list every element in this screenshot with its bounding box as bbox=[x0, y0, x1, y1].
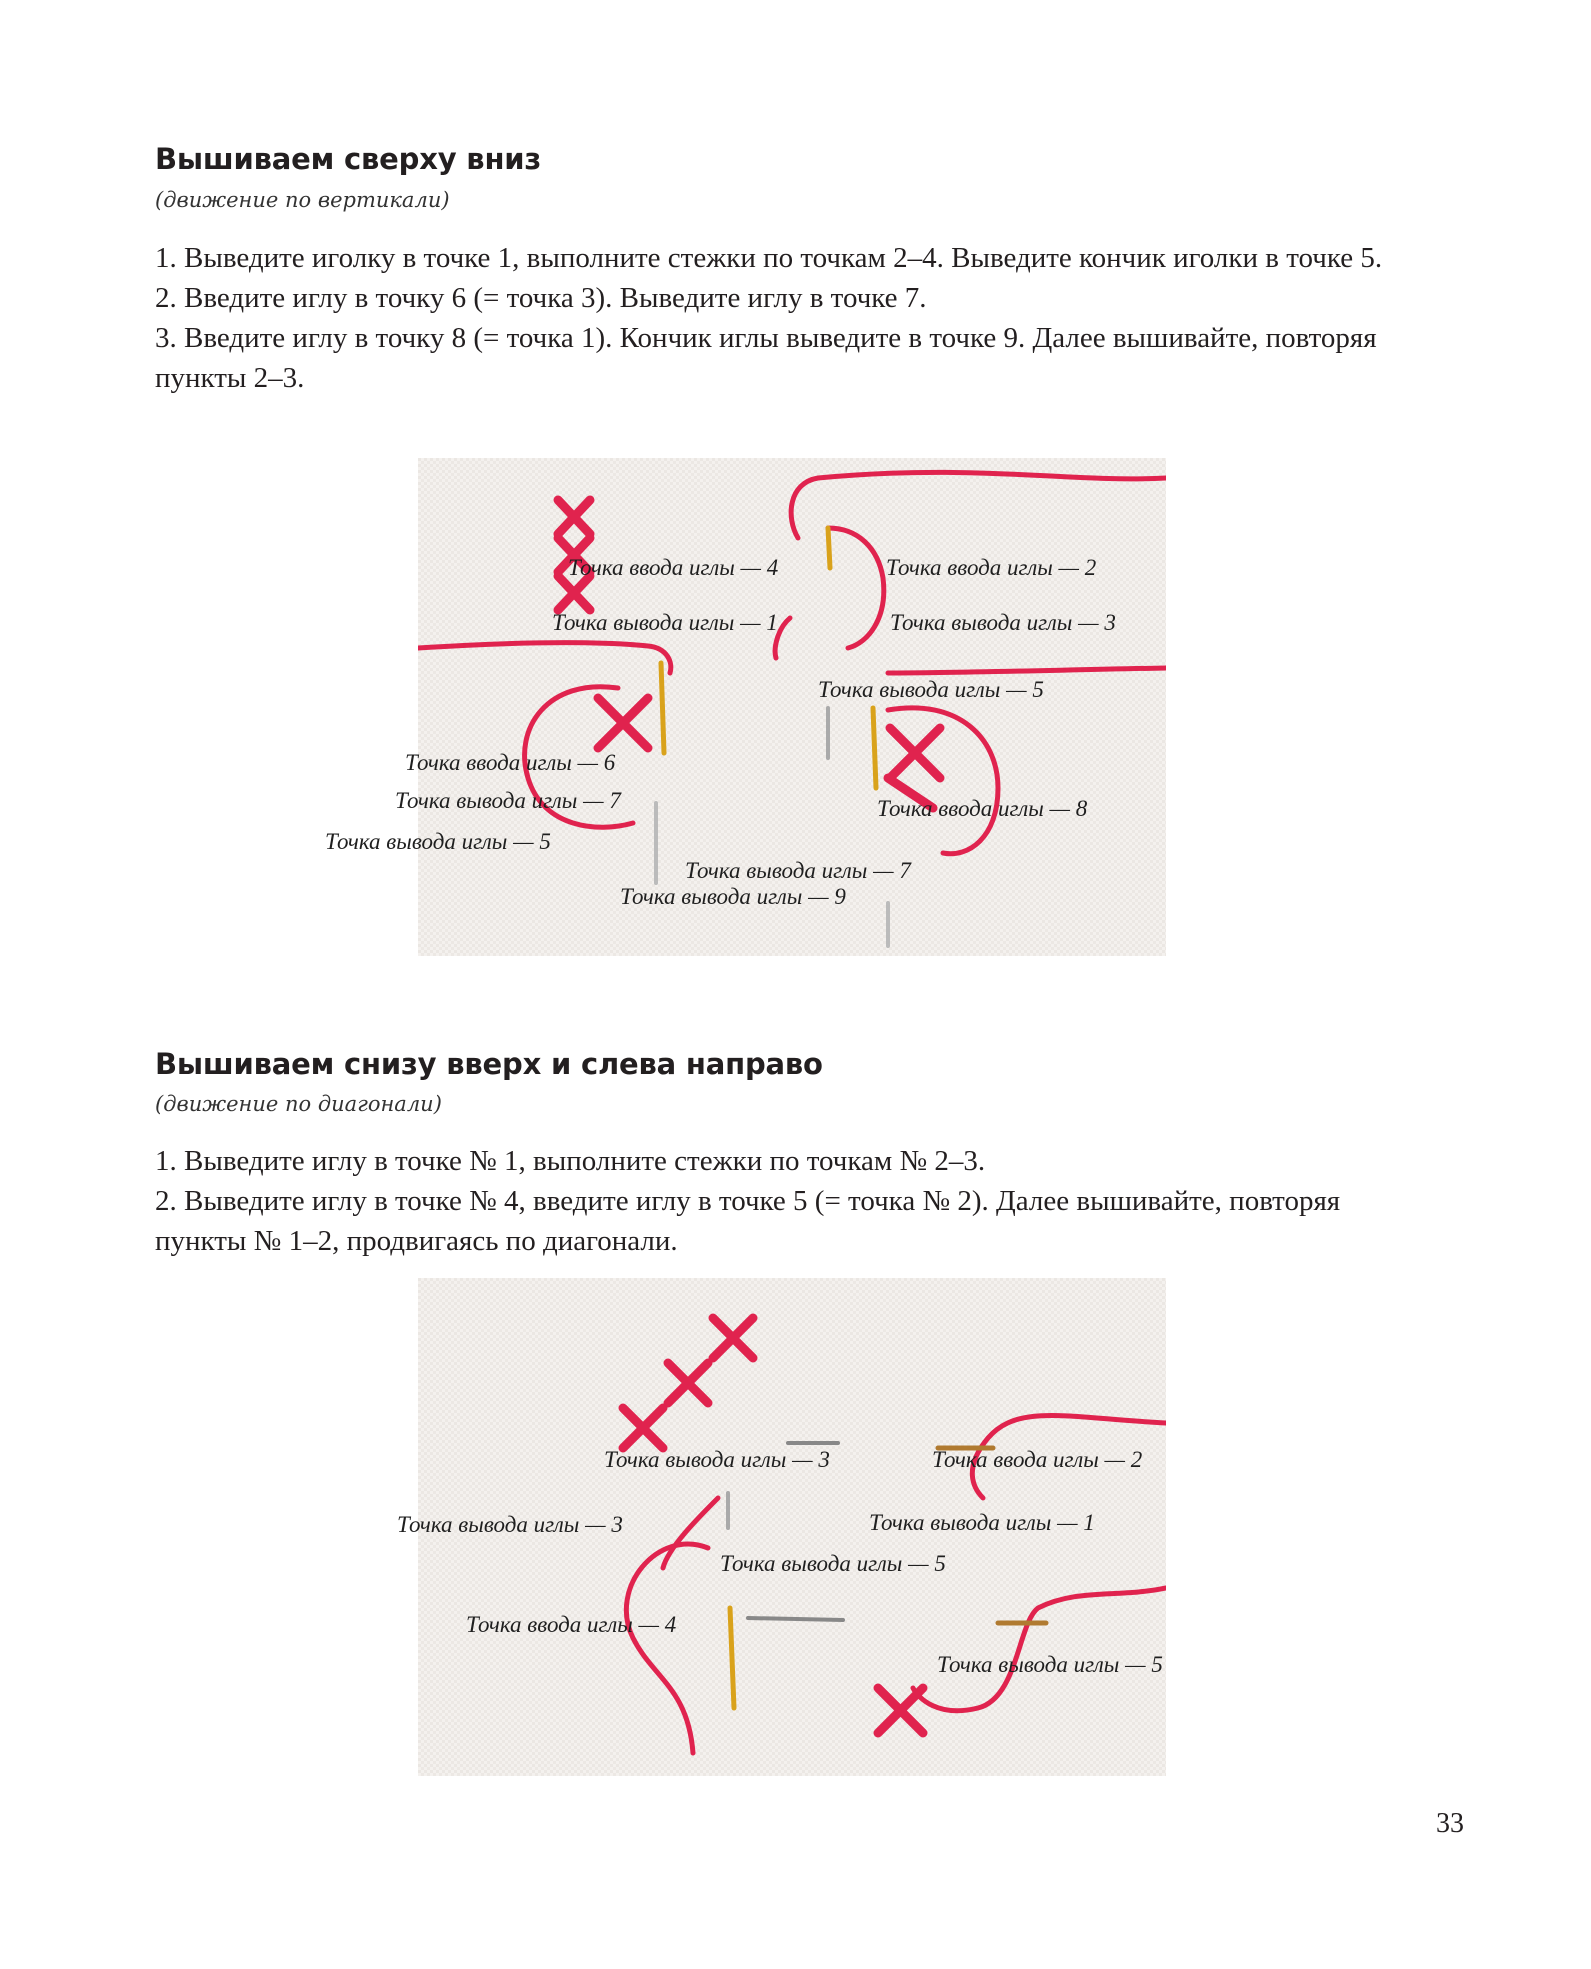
section1-step-1: 1. Выведите иголку в точке 1, выполните стежки по точкам 2–4. Выведите кончик иголки в точке 5. bbox=[155, 242, 1383, 274]
label-s1-entry-6: Точка ввода иглы — 6 bbox=[405, 750, 616, 775]
label-s1-entry-4: Точка ввода иглы — 4 bbox=[568, 555, 779, 580]
label-s1-exit-7-a: Точка вывода иглы — 7 bbox=[395, 788, 621, 813]
section2-steps bbox=[155, 1141, 1435, 1261]
section2-subtitle: (движение по диагонали) bbox=[155, 1092, 442, 1116]
section1-steps bbox=[155, 238, 1435, 398]
label-s2-exit-5-a: Точка вывода иглы — 5 bbox=[720, 1551, 946, 1576]
label-s1-exit-7-b: Точка вывода иглы — 7 bbox=[685, 858, 911, 883]
label-s2-exit-1: Точка вывода иглы — 1 bbox=[869, 1510, 1095, 1535]
label-s1-entry-8: Точка ввода иглы — 8 bbox=[877, 796, 1088, 821]
label-s1-entry-2: Точка ввода иглы — 2 bbox=[886, 555, 1097, 580]
label-s1-exit-1: Точка вывода иглы — 1 bbox=[552, 610, 778, 635]
label-s1-exit-5-a: Точка вывода иглы — 5 bbox=[818, 677, 1044, 702]
label-s2-exit-5-b: Точка вывода иглы — 5 bbox=[937, 1652, 1163, 1677]
page-number: 33 bbox=[1436, 1808, 1464, 1839]
label-s1-exit-9: Точка вывода иглы — 9 bbox=[620, 884, 846, 909]
label-s2-exit-3-b: Точка вывода иглы — 3 bbox=[397, 1512, 623, 1537]
section1-step-2: 2. Введите иглу в точку 6 (= точка 3). Выведите иглу в точке 7. bbox=[155, 282, 927, 314]
label-s2-exit-3-a: Точка вывода иглы — 3 bbox=[604, 1447, 830, 1472]
section1-step-3: 3. Введите иглу в точку 8 (= точка 1). Кончик иглы выведите в точке 9. Далее вышивайте, повторяя пункты 2–3. bbox=[155, 322, 1377, 394]
label-s1-exit-5-b: Точка вывода иглы — 5 bbox=[325, 829, 551, 854]
section2-step-1: 1. Выведите иглу в точке № 1, выполните стежки по точкам № 2–3. bbox=[155, 1145, 986, 1177]
label-s2-entry-4: Точка ввода иглы — 4 bbox=[466, 1612, 677, 1637]
section1-subtitle: (движение по вертикали) bbox=[155, 188, 450, 212]
section1-title: Вышиваем сверху вниз bbox=[155, 142, 542, 176]
label-s2-entry-2: Точка ввода иглы — 2 bbox=[932, 1447, 1143, 1472]
section2-step-2: 2. Выведите иглу в точке № 4, введите иглу в точке 5 (= точка № 2). Далее вышивайте, повторяя пункты № 1–2, продвигаясь по диагонали. bbox=[155, 1185, 1341, 1257]
section2-title: Вышиваем снизу вверх и слева направо bbox=[155, 1047, 823, 1081]
label-s1-exit-3: Точка вывода иглы — 3 bbox=[890, 610, 1116, 635]
